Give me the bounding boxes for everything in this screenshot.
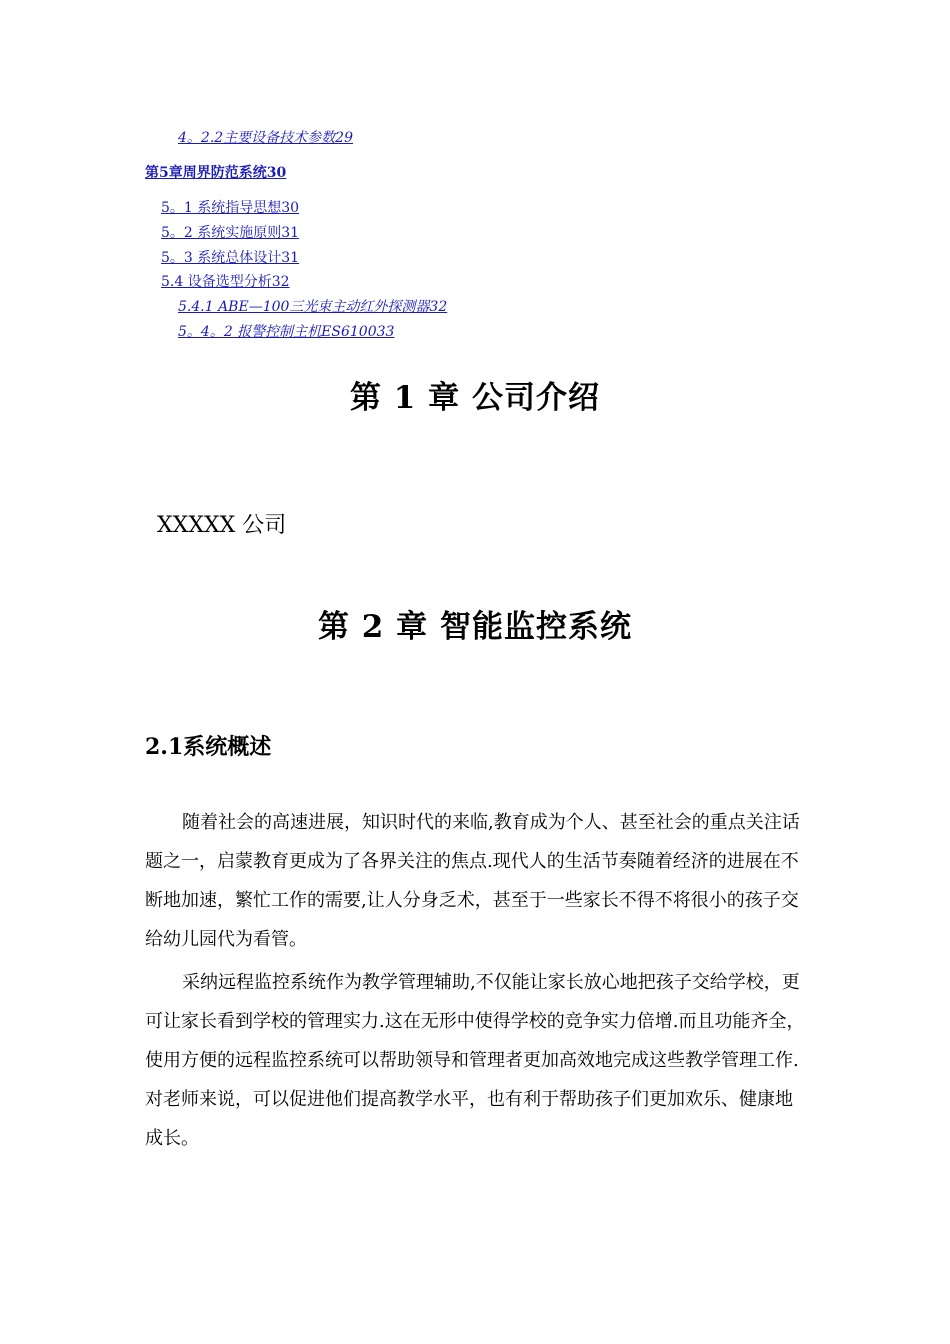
paragraph-2: 采纳远程监控系统作为教学管理辅助,不仅能让家长放心地把孩子交给学校，更可让家长看到学校的管理实力.这在无形中使得学校的竞争实力倍增.而且功能齐全，使用方便的远程监控系统可以帮助领导和管理者更加高效地完成这些教学管理工作.对老师来说，可以促进他们提高教学水平，也有利于帮助孩子们更加欢乐、健康地成长。 xyxy=(145,972,805,1149)
company-name: XXXXX 公司 xyxy=(157,513,287,538)
section-2-1-title: 2.1系统概述 xyxy=(145,734,272,760)
toc-item-5-2[interactable]: 5。2 系统实施原则31 xyxy=(161,225,300,241)
toc-item-5-4[interactable]: 5.4 设备选型分析32 xyxy=(161,274,290,290)
paragraph-1: 随着社会的高速进展，知识时代的来临,教育成为个人、甚至社会的重点关注话题之一，启蒙教育更成为了各界关注的焦点.现代人的生活节奏随着经济的进展在不断地加速，繁忙工作的需要,让人分身乏术，甚至于一些家长不得不将很小的孩子交给幼儿园代为看管。 xyxy=(145,812,800,950)
chapter-1-title: 第 1 章 公司介绍 xyxy=(350,380,600,416)
toc-item-chapter-5[interactable]: 第5章周界防范系统30 xyxy=(145,165,287,181)
toc-item-5-1[interactable]: 5。1 系统指导思想30 xyxy=(161,200,300,216)
toc-item-5-4-1[interactable]: 5.4.1 ABE—100三光束主动红外探测器32 xyxy=(178,299,448,315)
toc-item-5-3[interactable]: 5。3 系统总体设计31 xyxy=(161,250,300,266)
chapter-2-title: 第 2 章 智能监控系统 xyxy=(318,609,632,645)
toc-item-4-2-2[interactable]: 4。2.2主要设备技术参数29 xyxy=(178,130,353,146)
toc-item-5-4-2[interactable]: 5。4。2 报警控制主机ES610033 xyxy=(178,324,395,340)
